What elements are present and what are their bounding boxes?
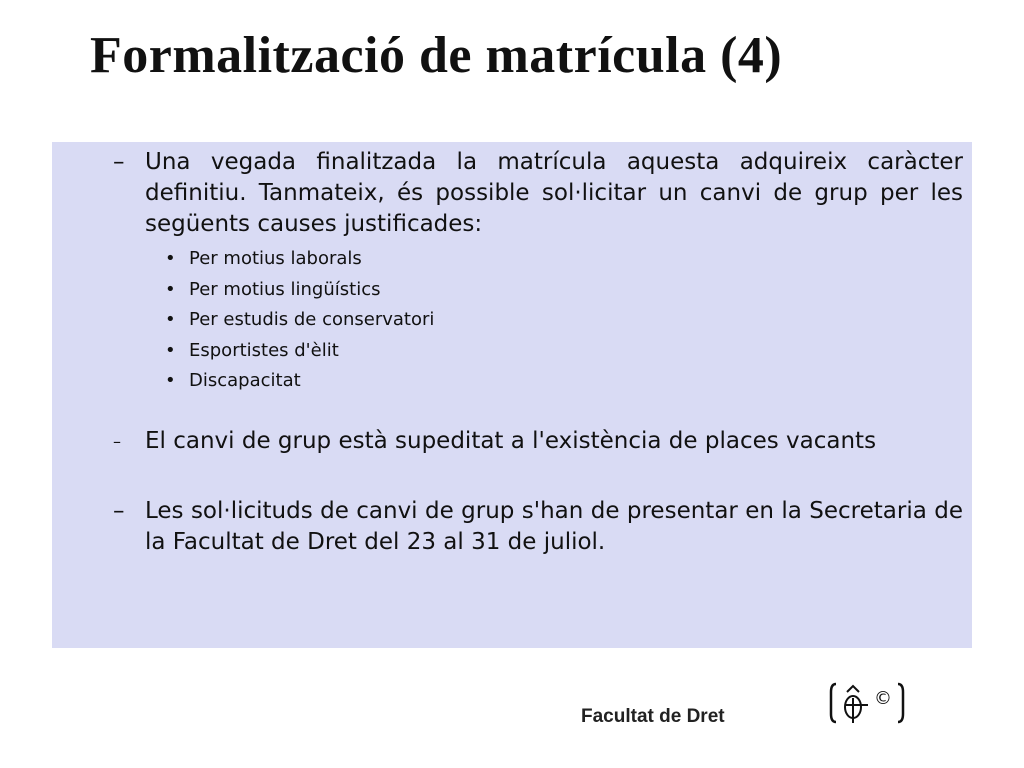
cause-label: Discapacitat [189,370,301,391]
cause-label: Per motius laborals [189,248,362,269]
cause-label: Per motius lingüístics [189,278,381,300]
list-item-group-change [93,147,963,240]
bullet-icon: • [165,370,176,391]
list-item [93,366,963,397]
slide-title: Formalització de matrícula (4) [90,27,783,84]
list-item [93,305,963,336]
list-item-text: Una vegada finalitzada la matrícula aquesta adquireix caràcter definitiu. Tanmateix, és possible sol·licitar un canvi de grup per les següents causes justificades: [145,149,963,237]
bullet-icon: • [165,278,176,300]
list-item-text: Les sol·licituds de canvi de grup s'han de presentar en la Secretaria de la Facultat de Dret del 23 al 31 de juliol. [145,497,963,555]
copyright-mark: © [874,688,892,709]
list-item [93,244,963,275]
dash-marker: – [113,497,125,524]
cause-label: Esportistes d'èlit [189,339,339,361]
causes-list [93,244,963,397]
dash-marker: – [113,149,125,175]
slide-content [93,142,963,558]
university-logo-icon [828,680,906,726]
list-item-text: El canvi de grup està supeditat a l'existència de places vacants [145,427,877,454]
list-item [93,275,963,306]
bullet-icon: • [165,248,176,269]
list-item-vacancies [93,426,963,457]
faculty-name: Facultat de Dret [581,706,725,727]
list-item [93,336,963,367]
bullet-icon: • [165,309,176,330]
dash-marker: – [113,431,121,451]
bullet-icon: • [165,339,176,361]
cause-label: Per estudis de conservatori [189,309,435,330]
list-item-submission [93,496,963,558]
